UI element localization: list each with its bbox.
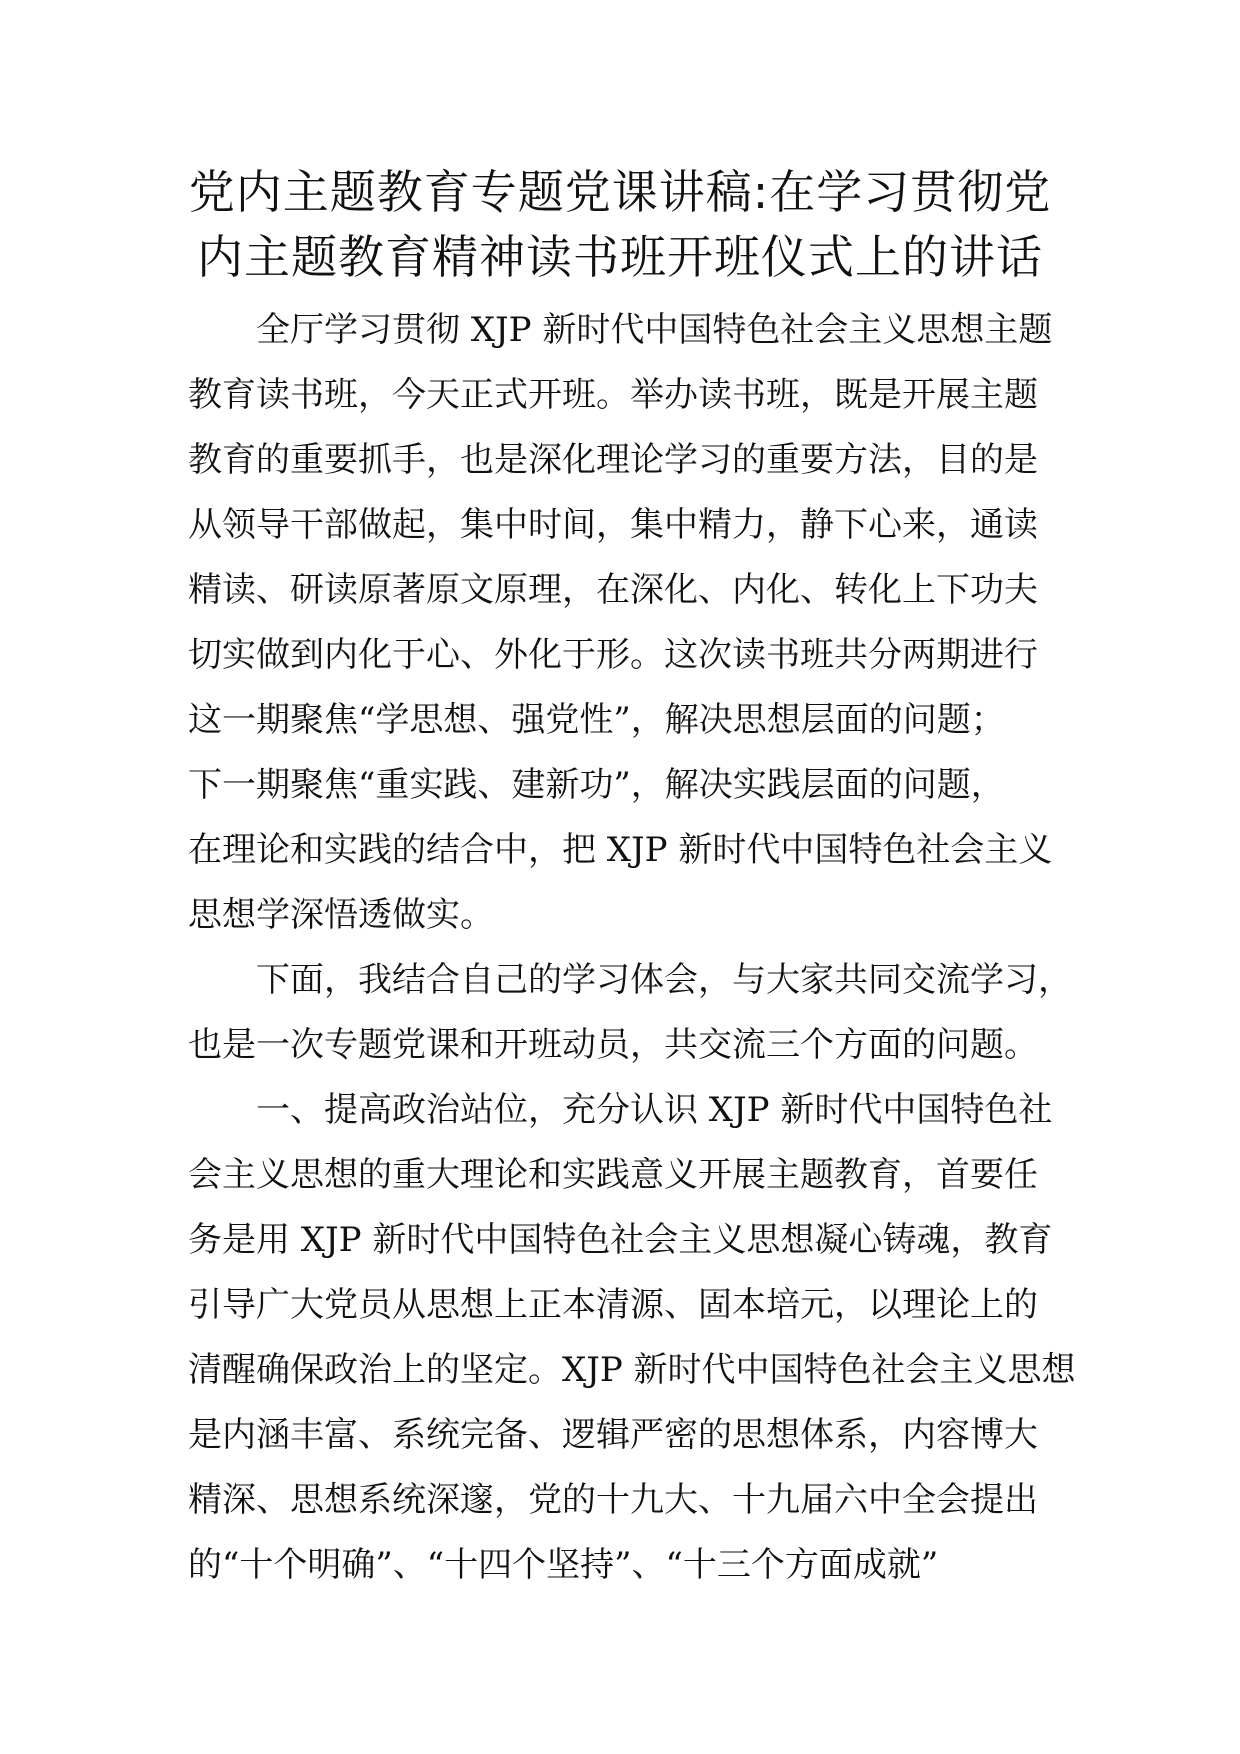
- text-line: 教育读书班，今天正式开班。举办读书班，既是开展主题: [188, 375, 1038, 415]
- text-line: 的“十个明确”、“十四个坚持”、“十三个方面成就”: [188, 1545, 939, 1585]
- text-line: 下面，我结合自己的学习体会，与大家共同交流学习，: [256, 960, 1072, 1000]
- title-line: 内主题教育精神读书班开班仪式上的讲话: [197, 230, 1043, 284]
- document-title: [150, 160, 1090, 290]
- text-line: 教育的重要抓手，也是深化理论学习的重要方法，目的是: [188, 440, 1038, 480]
- paragraph-transition: [188, 948, 1098, 1078]
- text-line: 也是一次专题党课和开班动员，共交流三个方面的问题。: [188, 1025, 1038, 1065]
- text-line: 会主义思想的重大理论和实践意义开展主题教育，首要任: [188, 1155, 1038, 1195]
- text-line: 务是用 XJP 新时代中国特色社会主义思想凝心铸魂，教育: [188, 1220, 1053, 1260]
- paragraph-opening: [188, 298, 1098, 948]
- text-line: 下一期聚焦“重实践、建新功”，解决实践层面的问题，: [188, 765, 1005, 805]
- text-line: 切实做到内化于心、外化于形。这次读书班共分两期进行: [188, 635, 1038, 675]
- text-line: 引导广大党员从思想上正本清源、固本培元，以理论上的: [188, 1285, 1038, 1325]
- text-line: 全厅学习贯彻 XJP 新时代中国特色社会主义思想主题: [256, 310, 1053, 350]
- text-line: 这一期聚焦“学思想、强党性”，解决思想层面的问题；: [188, 700, 1005, 740]
- text-line: 在理论和实践的结合中，把 XJP 新时代中国特色社会主义: [188, 830, 1053, 870]
- paragraph-section-one: [188, 1078, 1098, 1598]
- text-line: 一、提高政治站位，充分认识 XJP 新时代中国特色社: [256, 1090, 1053, 1130]
- title-line: 党内主题教育专题党课讲稿:在学习贯彻党: [188, 165, 1052, 219]
- text-line: 精深、思想系统深邃，党的十九大、十九届六中全会提出: [188, 1480, 1038, 1520]
- text-line: 思想学深悟透做实。: [188, 895, 494, 935]
- text-line: 清醒确保政治上的坚定。XJP 新时代中国特色社会主义思想: [188, 1350, 1076, 1390]
- text-line: 从领导干部做起，集中时间，集中精力，静下心来，通读: [188, 505, 1038, 545]
- text-line: 是内涵丰富、系统完备、逻辑严密的思想体系，内容博大: [188, 1415, 1038, 1455]
- document-body: [188, 298, 1098, 1598]
- text-line: 精读、研读原著原文原理，在深化、内化、转化上下功夫: [188, 570, 1038, 610]
